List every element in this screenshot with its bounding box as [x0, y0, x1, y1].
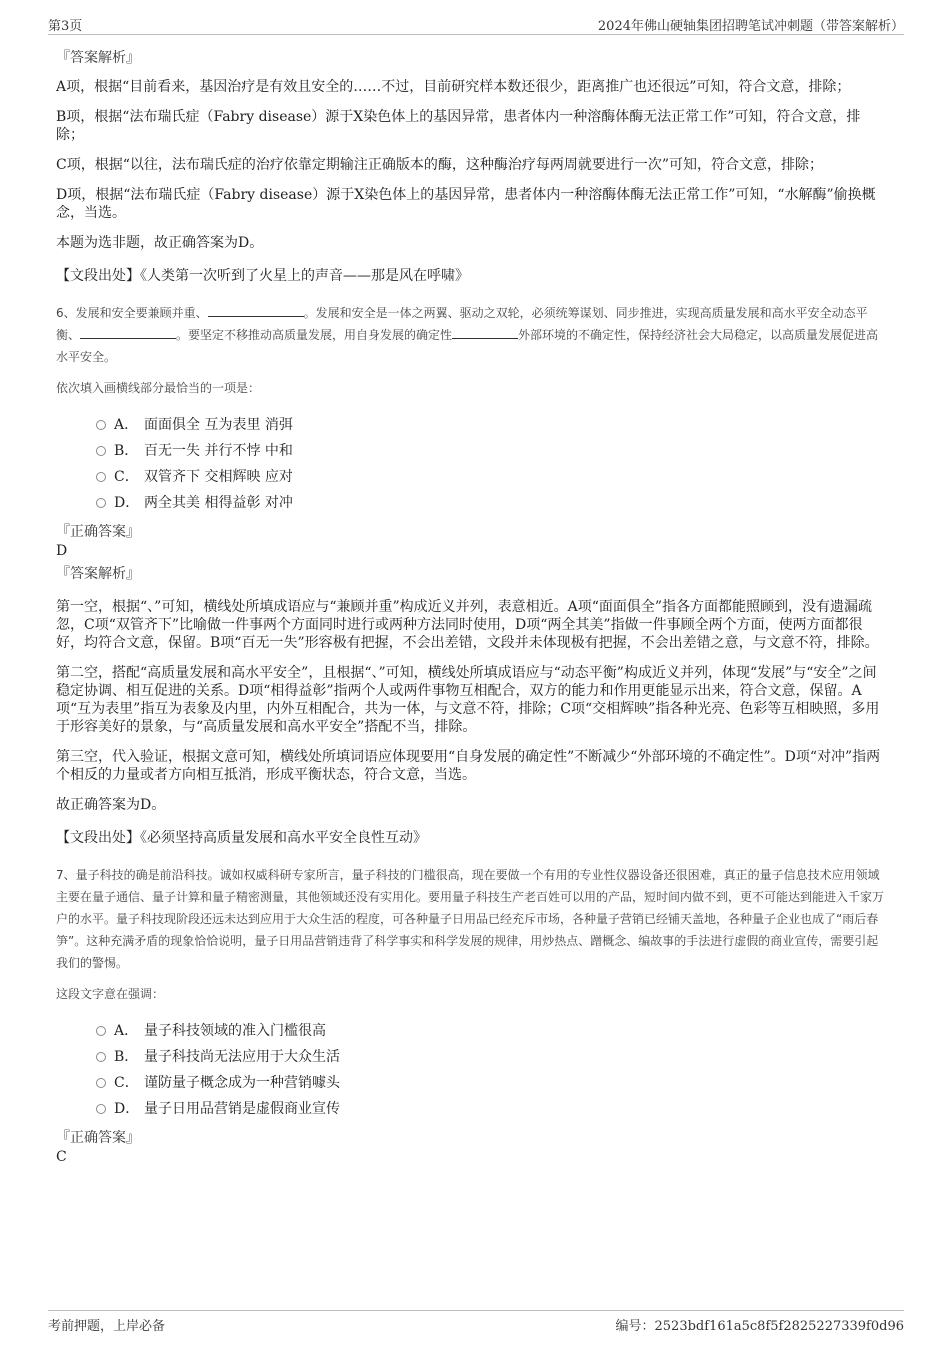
- radio-icon[interactable]: [96, 1104, 106, 1114]
- question-7-options: [96, 1018, 886, 1122]
- option-d[interactable]: D． 两全其美 相得益彰 对冲: [96, 490, 886, 516]
- source-citation: 【文段出处】《必须坚持高质量发展和高水平安全良性互动》: [56, 830, 427, 846]
- correct-answer-label: 『正确答案』: [56, 524, 140, 540]
- analysis-paragraph: 本题为选非题，故正确答案为D。: [56, 235, 264, 251]
- question-6-stem: 6、发展和安全要兼顾并重、 。发展和安全是一体之两翼、驱动之双轮，必须统筹谋划、同步推进，实现高质量发展和高水平安全动态平衡、 。要坚定不移推动高质量发展，用自身发展的确定性 外部环境的不确定性，保持经济社会大局稳定，以高质量发展促进高水平安全。: [56, 302, 886, 368]
- document-code: 编号：2523bdf161a5c8f5f2825227339f0d96: [615, 1319, 904, 1334]
- source-citation: 【文段出处】《人类第一次听到了火星上的声音——那是风在呼啸》: [56, 268, 469, 284]
- question-7-prompt: 这段文字意在强调：: [56, 987, 165, 1001]
- blank-line-1: [208, 302, 304, 317]
- option-b[interactable]: B． 量子科技尚无法应用于大众生活: [96, 1044, 886, 1070]
- blank-line-2: [80, 324, 176, 339]
- analysis-paragraph: C项，根据“以往，法布瑞氏症的治疗依靠定期输注正确版本的酶，这种酶治疗每两周就要进行一次”可知，符合文意，排除；: [56, 157, 824, 173]
- option-a[interactable]: A． 量子科技领域的准入门槛很高: [96, 1018, 886, 1044]
- radio-icon[interactable]: [96, 446, 106, 456]
- analysis-label: 『答案解析』: [56, 566, 140, 582]
- question-7-stem: 7、量子科技的确是前沿科技。诚如权威科研专家所言，量子科技的门槛很高，现在要做一个有用的专业性仪器设备还很困难，真正的量子信息技术应用领域主要在量子通信、量子计算和量子精密测量，其他领域还没有实用化。要用量子科技生产老百姓可以用的产品，短时间内做不到，更不可能达到能进入千家万户的水平。量子科技现阶段还远未达到应用于大众生活的程度，可各种量子日用品已经充斥市场，各种量子营销已经铺天盖地，各种量子企业也成了“雨后春笋”。这种充满矛盾的现象恰恰说明，量子日用品营销违背了科学事实和科学发展的规律，用炒热点、蹭概念、编故事的手法进行虚假的商业宣传，需要引起我们的警惕。: [56, 868, 885, 970]
- option-a[interactable]: A． 面面俱全 互为表里 消弭: [96, 412, 886, 438]
- correct-answer: D: [56, 543, 68, 559]
- correct-answer-label: 『正确答案』: [56, 1130, 140, 1146]
- page-footer: [48, 1310, 904, 1334]
- radio-icon[interactable]: [96, 1052, 106, 1062]
- analysis-paragraph: 第一空，根据“、”可知，横线处所填成语应与“兼顾并重”构成近义并列，表意相近。A项“面面俱全”指各方面都能照顾到，没有遗漏疏忽，C项“双管齐下”比喻做一件事两个方面同时进行或两种方法同时使用，D项“两全其美”指做一件事顾全两个方面，使两方面都很好，均符合文意，保留。B项“百无一失”形容极有把握，不会出差错，文段并未体现极有把握，不会出差错之意，与文意不符，排除。: [56, 599, 879, 651]
- radio-icon[interactable]: [96, 1078, 106, 1088]
- option-d[interactable]: D． 量子日用品营销是虚假商业宣传: [96, 1096, 886, 1122]
- page-content: [56, 48, 886, 1166]
- document-title: 2024年佛山硬轴集团招聘笔试冲刺题（带答案解析）: [597, 19, 904, 34]
- radio-icon[interactable]: [96, 420, 106, 430]
- radio-icon[interactable]: [96, 1026, 106, 1036]
- option-b[interactable]: B． 百无一失 并行不悖 中和: [96, 438, 886, 464]
- analysis-paragraph: A项，根据“目前看来，基因治疗是有效且安全的……不过，目前研究样本数还很少，距离推广也还很远”可知，符合文意，排除；: [56, 79, 851, 95]
- correct-answer: C: [56, 1149, 67, 1165]
- question-6-options: [96, 412, 886, 516]
- footer-slogan: 考前押题，上岸必备: [48, 1319, 166, 1334]
- blank-line-3: [452, 324, 518, 339]
- option-c[interactable]: C． 谨防量子概念成为一种营销噱头: [96, 1070, 886, 1096]
- question-6-prompt: 依次填入画横线部分最恰当的一项是：: [56, 381, 261, 395]
- analysis-paragraph: D项，根据“法布瑞氏症（Fabry disease）源于X染色体上的基因异常，患者体内一种溶酶体酶无法正常工作”可知，“水解酶”偷换概念，当选。: [56, 187, 876, 221]
- radio-icon[interactable]: [96, 498, 106, 508]
- page-number: 第3页: [48, 19, 83, 34]
- analysis-paragraph: 第三空，代入验证，根据文意可知，横线处所填词语应体现要用“自身发展的确定性”不断减少“外部环境的不确定性”。D项“对冲”指两个相反的力量或者方向相互抵消，形成平衡状态，符合文意，当选。: [56, 749, 881, 783]
- option-c[interactable]: C． 双管齐下 交相辉映 应对: [96, 464, 886, 490]
- analysis-paragraph: 故正确答案为D。: [56, 797, 166, 813]
- analysis-paragraph: 第二空，搭配“高质量发展和高水平安全”，且根据“、”可知，横线处所填成语应与“动态平衡”构成近义并列，体现“发展”与“安全”之间稳定协调、相互促进的关系。D项“相得益彰”指两个人或两件事物互相配合，双方的能力和作用更能显示出来，符合文意，保留。A项“互为表里”指互为表象及内里，内外互相配合，共为一体，与文意不符，排除；C项“交相辉映”指各种光亮、色彩等互相映照，多用于形容美好的景象，与“高质量发展和高水平安全”搭配不当，排除。: [56, 665, 880, 735]
- radio-icon[interactable]: [96, 472, 106, 482]
- analysis-label: 『答案解析』: [56, 50, 140, 66]
- analysis-paragraph: B项，根据“法布瑞氏症（Fabry disease）源于X染色体上的基因异常，患者体内一种溶酶体酶无法正常工作”可知，符合文意，排除；: [56, 109, 861, 143]
- page-header: [48, 12, 904, 35]
